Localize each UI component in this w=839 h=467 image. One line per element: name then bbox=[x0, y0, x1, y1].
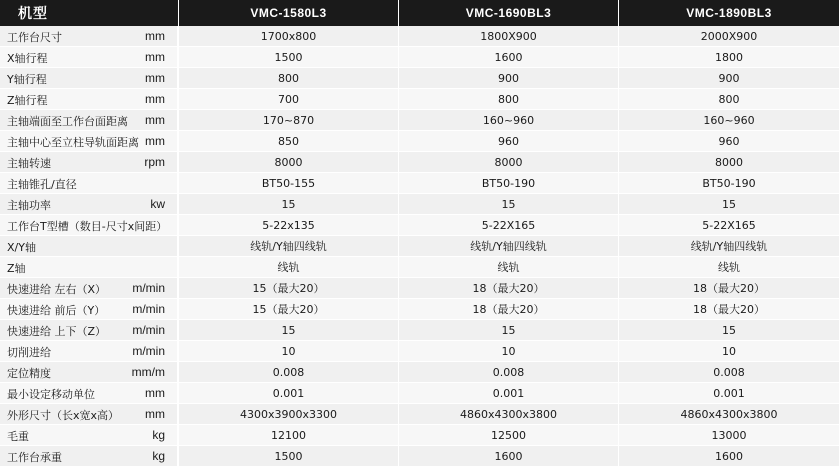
param-cell bbox=[0, 299, 178, 320]
param-cell bbox=[0, 194, 178, 215]
value-cell-model-2: 800 bbox=[398, 89, 618, 110]
value-cell-model-1: 12100 bbox=[178, 425, 398, 446]
value-cell-model-3: 0.008 bbox=[618, 362, 839, 383]
param-unit: kg bbox=[152, 449, 165, 463]
table-row bbox=[0, 383, 839, 404]
param-name: 快速进给 上下（Z） bbox=[7, 325, 107, 338]
value-cell-model-1: 5-22x135 bbox=[178, 215, 398, 236]
value-cell-model-1: 10 bbox=[178, 341, 398, 362]
param-cell bbox=[0, 425, 178, 446]
param-name: 毛重 bbox=[7, 430, 29, 443]
value-cell-model-1: 850 bbox=[178, 131, 398, 152]
param-name: 工作台T型槽（数目-尺寸x间距） bbox=[7, 220, 168, 233]
header-model-3: VMC-1890BL3 bbox=[618, 0, 839, 26]
value-cell-model-2: 0.008 bbox=[398, 362, 618, 383]
param-cell bbox=[0, 110, 178, 131]
value-cell-model-1: 700 bbox=[178, 89, 398, 110]
value-cell-model-3: 900 bbox=[618, 68, 839, 89]
value-cell-model-1: BT50-155 bbox=[178, 173, 398, 194]
param-name: 外形尺寸（长x宽x高） bbox=[7, 409, 120, 422]
param-unit: mm bbox=[145, 134, 165, 148]
table-row bbox=[0, 341, 839, 362]
value-cell-model-3: 1600 bbox=[618, 446, 839, 467]
value-cell-model-1: 1500 bbox=[178, 446, 398, 467]
value-cell-model-1: 线轨/Y轴四线轨 bbox=[178, 236, 398, 257]
param-unit: mm bbox=[145, 113, 165, 127]
value-cell-model-1: 0.001 bbox=[178, 383, 398, 404]
table-row bbox=[0, 257, 839, 278]
param-cell bbox=[0, 26, 178, 47]
table-row bbox=[0, 404, 839, 425]
table-row bbox=[0, 68, 839, 89]
param-cell bbox=[0, 320, 178, 341]
value-cell-model-1: 15 bbox=[178, 320, 398, 341]
param-name: Z轴 bbox=[7, 262, 26, 275]
table-row bbox=[0, 152, 839, 173]
param-name: 主轴中心至立柱导轨面距离 bbox=[7, 136, 139, 149]
param-unit: m/min bbox=[132, 281, 165, 295]
value-cell-model-2: 18（最大20） bbox=[398, 299, 618, 320]
param-name: 工作台承重 bbox=[7, 451, 62, 464]
param-name: 定位精度 bbox=[7, 367, 51, 380]
param-name: Z轴行程 bbox=[7, 94, 48, 107]
value-cell-model-2: 1600 bbox=[398, 446, 618, 467]
value-cell-model-2: 线轨/Y轴四线轨 bbox=[398, 236, 618, 257]
value-cell-model-2: 1600 bbox=[398, 47, 618, 68]
table-row bbox=[0, 89, 839, 110]
value-cell-model-2: 900 bbox=[398, 68, 618, 89]
value-cell-model-3: 18（最大20） bbox=[618, 299, 839, 320]
header-model-2: VMC-1690BL3 bbox=[398, 0, 618, 26]
param-name: 主轴功率 bbox=[7, 199, 51, 212]
value-cell-model-3: 线轨/Y轴四线轨 bbox=[618, 236, 839, 257]
param-name: 主轴转速 bbox=[7, 157, 51, 170]
param-name: 切削进给 bbox=[7, 346, 51, 359]
param-unit: mm bbox=[145, 29, 165, 43]
param-cell bbox=[0, 215, 178, 236]
param-cell bbox=[0, 236, 178, 257]
value-cell-model-2: 线轨 bbox=[398, 257, 618, 278]
param-unit: kw bbox=[150, 197, 165, 211]
param-unit: m/min bbox=[132, 344, 165, 358]
param-name: 主轴端面至工作台面距离 bbox=[7, 115, 128, 128]
table-row bbox=[0, 320, 839, 341]
value-cell-model-2: 8000 bbox=[398, 152, 618, 173]
param-cell bbox=[0, 152, 178, 173]
value-cell-model-1: 170~870 bbox=[178, 110, 398, 131]
param-cell bbox=[0, 131, 178, 152]
value-cell-model-1: 线轨 bbox=[178, 257, 398, 278]
header-row bbox=[0, 0, 839, 26]
table-row bbox=[0, 110, 839, 131]
value-cell-model-2: 1800X900 bbox=[398, 26, 618, 47]
value-cell-model-2: 12500 bbox=[398, 425, 618, 446]
param-name: 快速进给 前后（Y） bbox=[7, 304, 106, 317]
header-model-1: VMC-1580L3 bbox=[178, 0, 398, 26]
param-cell bbox=[0, 89, 178, 110]
param-name: 快速进给 左右（X） bbox=[7, 283, 107, 296]
table-row bbox=[0, 194, 839, 215]
value-cell-model-2: 960 bbox=[398, 131, 618, 152]
param-cell bbox=[0, 362, 178, 383]
param-unit: kg bbox=[152, 428, 165, 442]
param-unit: mm bbox=[145, 407, 165, 421]
value-cell-model-3: 8000 bbox=[618, 152, 839, 173]
param-unit: mm bbox=[145, 92, 165, 106]
value-cell-model-2: 160~960 bbox=[398, 110, 618, 131]
value-cell-model-1: 800 bbox=[178, 68, 398, 89]
table-row bbox=[0, 278, 839, 299]
value-cell-model-3: 1800 bbox=[618, 47, 839, 68]
value-cell-model-2: 4860x4300x3800 bbox=[398, 404, 618, 425]
table-row bbox=[0, 26, 839, 47]
value-cell-model-3: 18（最大20） bbox=[618, 278, 839, 299]
param-cell bbox=[0, 446, 178, 467]
value-cell-model-3: 0.001 bbox=[618, 383, 839, 404]
value-cell-model-2: BT50-190 bbox=[398, 173, 618, 194]
value-cell-model-1: 15（最大20） bbox=[178, 299, 398, 320]
table-row bbox=[0, 362, 839, 383]
param-cell bbox=[0, 278, 178, 299]
value-cell-model-1: 15 bbox=[178, 194, 398, 215]
param-cell bbox=[0, 404, 178, 425]
value-cell-model-2: 18（最大20） bbox=[398, 278, 618, 299]
value-cell-model-3: 15 bbox=[618, 320, 839, 341]
table-row bbox=[0, 425, 839, 446]
param-unit: mm bbox=[145, 50, 165, 64]
table-row bbox=[0, 131, 839, 152]
table-row bbox=[0, 299, 839, 320]
value-cell-model-3: 160~960 bbox=[618, 110, 839, 131]
value-cell-model-3: 960 bbox=[618, 131, 839, 152]
param-cell bbox=[0, 68, 178, 89]
value-cell-model-1: 15（最大20） bbox=[178, 278, 398, 299]
param-name: X轴行程 bbox=[7, 52, 48, 65]
value-cell-model-3: 4860x4300x3800 bbox=[618, 404, 839, 425]
table-row bbox=[0, 215, 839, 236]
param-name: 工作台尺寸 bbox=[7, 31, 62, 44]
param-name: 主轴锥孔/直径 bbox=[7, 178, 77, 191]
param-unit: m/min bbox=[132, 302, 165, 316]
value-cell-model-3: 2000X900 bbox=[618, 26, 839, 47]
table-row bbox=[0, 47, 839, 68]
value-cell-model-3: 10 bbox=[618, 341, 839, 362]
param-unit: mm/m bbox=[131, 365, 165, 379]
param-name: X/Y轴 bbox=[7, 241, 36, 254]
param-unit: rpm bbox=[144, 155, 165, 169]
value-cell-model-1: 1700x800 bbox=[178, 26, 398, 47]
param-cell bbox=[0, 173, 178, 194]
header-model-label: 机型 bbox=[0, 0, 178, 26]
param-name: Y轴行程 bbox=[7, 73, 47, 86]
param-unit: mm bbox=[145, 386, 165, 400]
value-cell-model-1: 8000 bbox=[178, 152, 398, 173]
value-cell-model-3: 15 bbox=[618, 194, 839, 215]
value-cell-model-2: 0.001 bbox=[398, 383, 618, 404]
param-cell bbox=[0, 341, 178, 362]
value-cell-model-2: 15 bbox=[398, 194, 618, 215]
value-cell-model-3: BT50-190 bbox=[618, 173, 839, 194]
param-cell bbox=[0, 257, 178, 278]
param-cell bbox=[0, 383, 178, 404]
value-cell-model-3: 13000 bbox=[618, 425, 839, 446]
param-cell bbox=[0, 47, 178, 68]
value-cell-model-2: 5-22X165 bbox=[398, 215, 618, 236]
value-cell-model-1: 4300x3900x3300 bbox=[178, 404, 398, 425]
table-row bbox=[0, 173, 839, 194]
table-row bbox=[0, 236, 839, 257]
value-cell-model-2: 10 bbox=[398, 341, 618, 362]
spec-body bbox=[0, 26, 839, 467]
param-name: 最小设定移动单位 bbox=[7, 388, 95, 401]
value-cell-model-3: 5-22X165 bbox=[618, 215, 839, 236]
param-unit: mm bbox=[145, 71, 165, 85]
value-cell-model-1: 1500 bbox=[178, 47, 398, 68]
value-cell-model-3: 800 bbox=[618, 89, 839, 110]
value-cell-model-3: 线轨 bbox=[618, 257, 839, 278]
param-unit: m/min bbox=[132, 323, 165, 337]
value-cell-model-2: 15 bbox=[398, 320, 618, 341]
value-cell-model-1: 0.008 bbox=[178, 362, 398, 383]
table-row bbox=[0, 446, 839, 467]
